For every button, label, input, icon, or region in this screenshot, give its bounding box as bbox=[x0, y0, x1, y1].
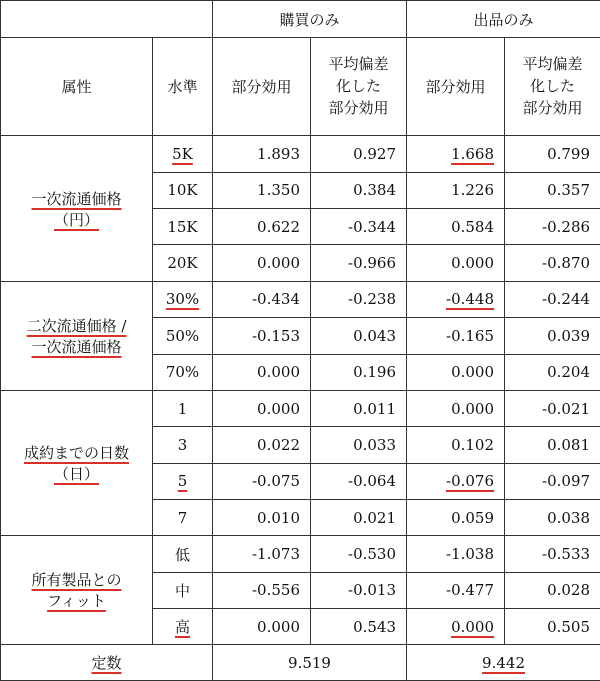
value-cell: 0.000 bbox=[213, 609, 311, 645]
value-cell: -0.238 bbox=[311, 281, 407, 317]
value-cell: 0.000 bbox=[407, 354, 505, 390]
value-cell: -0.076 bbox=[407, 463, 505, 499]
value-cell: 1.226 bbox=[407, 172, 505, 208]
value-cell: 0.038 bbox=[505, 499, 600, 535]
purchase-partworth-header: 部分効用 bbox=[213, 38, 311, 136]
value-cell: -0.286 bbox=[505, 209, 600, 245]
level-cell: 20K bbox=[153, 245, 213, 281]
value-cell: -0.477 bbox=[407, 572, 505, 608]
value-cell: -0.064 bbox=[311, 463, 407, 499]
value-cell: 0.000 bbox=[407, 390, 505, 426]
value-cell: 0.043 bbox=[311, 318, 407, 354]
value-cell: -0.434 bbox=[213, 281, 311, 317]
value-cell: 0.505 bbox=[505, 609, 600, 645]
value-cell: 0.584 bbox=[407, 209, 505, 245]
value-cell: -0.344 bbox=[311, 209, 407, 245]
value-cell: -0.075 bbox=[213, 463, 311, 499]
value-cell: -0.870 bbox=[505, 245, 600, 281]
group-header-row bbox=[1, 1, 600, 38]
value-cell: 1.668 bbox=[407, 136, 505, 172]
value-cell: -1.073 bbox=[213, 536, 311, 572]
level-cell: 高 bbox=[153, 609, 213, 645]
level-cell: 5K bbox=[153, 136, 213, 172]
listing-normalized-header: 平均偏差 化した 部分効用 bbox=[505, 38, 600, 136]
value-cell: -0.244 bbox=[505, 281, 600, 317]
listing-partworth-header: 部分効用 bbox=[407, 38, 505, 136]
value-cell: 1.893 bbox=[213, 136, 311, 172]
value-cell: -0.153 bbox=[213, 318, 311, 354]
level-cell: 中 bbox=[153, 572, 213, 608]
attribute-product-fit: 所有製品との フィット bbox=[1, 536, 153, 645]
value-cell: -0.097 bbox=[505, 463, 600, 499]
table-row bbox=[1, 136, 600, 172]
level-cell: 3 bbox=[153, 427, 213, 463]
value-cell: -0.448 bbox=[407, 281, 505, 317]
table-row bbox=[1, 281, 600, 317]
value-cell: -0.165 bbox=[407, 318, 505, 354]
value-cell: 0.196 bbox=[311, 354, 407, 390]
value-cell: 0.033 bbox=[311, 427, 407, 463]
value-cell: 0.102 bbox=[407, 427, 505, 463]
value-cell: 0.021 bbox=[311, 499, 407, 535]
column-header-row bbox=[1, 38, 600, 136]
value-cell: -1.038 bbox=[407, 536, 505, 572]
attribute-secondary-price-ratio: 二次流通価格 / 一次流通価格 bbox=[1, 281, 153, 390]
value-cell: 0.011 bbox=[311, 390, 407, 426]
value-cell: -0.013 bbox=[311, 572, 407, 608]
value-cell: 0.927 bbox=[311, 136, 407, 172]
constant-listing-value: 9.442 bbox=[407, 645, 600, 681]
value-cell: 0.799 bbox=[505, 136, 600, 172]
attribute-primary-price: 一次流通価格 （円） bbox=[1, 136, 153, 281]
level-column-header: 水準 bbox=[153, 38, 213, 136]
value-cell: 0.059 bbox=[407, 499, 505, 535]
value-cell: -0.021 bbox=[505, 390, 600, 426]
level-cell: 70% bbox=[153, 354, 213, 390]
value-cell: -0.966 bbox=[311, 245, 407, 281]
constant-purchase-value: 9.519 bbox=[213, 645, 407, 681]
level-cell: 50% bbox=[153, 318, 213, 354]
purchase-normalized-header: 平均偏差 化した 部分効用 bbox=[311, 38, 407, 136]
table-row bbox=[1, 390, 600, 426]
attribute-days-to-deal: 成約までの日数 （日） bbox=[1, 390, 153, 535]
value-cell: 0.081 bbox=[505, 427, 600, 463]
value-cell: 0.622 bbox=[213, 209, 311, 245]
value-cell: 0.010 bbox=[213, 499, 311, 535]
empty-corner-cell bbox=[1, 1, 213, 38]
attribute-column-header: 属性 bbox=[1, 38, 153, 136]
value-cell: 0.028 bbox=[505, 572, 600, 608]
level-cell: 1 bbox=[153, 390, 213, 426]
value-cell: 0.204 bbox=[505, 354, 600, 390]
value-cell: -0.530 bbox=[311, 536, 407, 572]
value-cell: -0.556 bbox=[213, 572, 311, 608]
value-cell: 0.000 bbox=[407, 609, 505, 645]
level-cell: 30% bbox=[153, 281, 213, 317]
value-cell: 0.543 bbox=[311, 609, 407, 645]
value-cell: -0.533 bbox=[505, 536, 600, 572]
constant-label: 定数 bbox=[1, 645, 213, 681]
level-cell: 7 bbox=[153, 499, 213, 535]
value-cell: 0.384 bbox=[311, 172, 407, 208]
value-cell: 0.357 bbox=[505, 172, 600, 208]
value-cell: 0.000 bbox=[407, 245, 505, 281]
value-cell: 1.350 bbox=[213, 172, 311, 208]
listing-only-header: 出品のみ bbox=[407, 1, 600, 38]
purchase-only-header: 購買のみ bbox=[213, 1, 407, 38]
table-row bbox=[1, 536, 600, 572]
level-cell: 5 bbox=[153, 463, 213, 499]
level-cell: 15K bbox=[153, 209, 213, 245]
level-cell: 10K bbox=[153, 172, 213, 208]
value-cell: 0.000 bbox=[213, 390, 311, 426]
value-cell: 0.000 bbox=[213, 245, 311, 281]
value-cell: 0.000 bbox=[213, 354, 311, 390]
level-cell: 低 bbox=[153, 536, 213, 572]
value-cell: 0.022 bbox=[213, 427, 311, 463]
value-cell: 0.039 bbox=[505, 318, 600, 354]
constant-row bbox=[1, 645, 600, 681]
